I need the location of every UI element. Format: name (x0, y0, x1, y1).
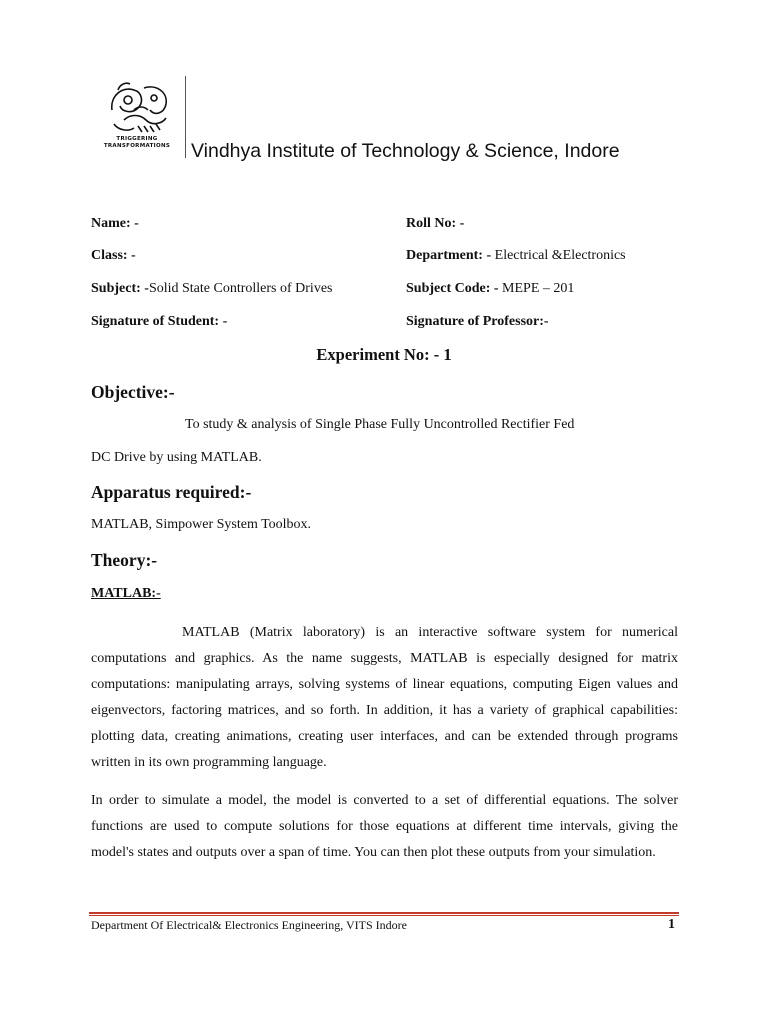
institute-logo (90, 76, 186, 158)
professor-signature-label: Signature of Professor:- (406, 314, 549, 329)
department-field (406, 248, 626, 264)
simulation-paragraph: In order to simulate a model, the model is converted to a set of differential equations. The solver functions are used to compute solutions for those equations at different time intervals, giving the model's states and outputs over a span of time. You can then plot these outputs from your simulation. (91, 793, 678, 860)
footer-rule-thin (89, 915, 679, 916)
student-signature-field (91, 314, 227, 330)
class-label: Class: - (91, 248, 136, 263)
matlab-paragraph: MATLAB (Matrix laboratory) is an interactive software system for numerical computations and graphics. As the name suggests, MATLAB is especially designed for matrix computations: manipulating arrays, solving systems of linear equations, computing Eigen values and eigenvectors, factoring matrices, and so forth. In addition, it has a variety of graphical capabilities: plotting data, creating animations, creating user interfaces, and can be extended through programs written in its own programming language. (91, 625, 678, 770)
theory-heading: Theory:- (91, 550, 158, 570)
student-signature-label: Signature of Student: - (91, 314, 228, 329)
department-value: Electrical &Electronics (491, 248, 626, 263)
matlab-subheading: MATLAB:- (91, 586, 161, 601)
class-field (91, 248, 136, 264)
logo-tagline-bottom: TRANSFORMATIONS (103, 143, 171, 149)
department-label: Department: - (406, 248, 492, 263)
subject-label: Subject: - (91, 281, 149, 296)
experiment-number: Experiment No: - 1 (316, 345, 452, 364)
name-label: Name: - (91, 216, 139, 231)
footer-rule (89, 912, 679, 914)
roll-label: Roll No: - (406, 216, 465, 231)
objective-line-2: DC Drive by using MATLAB. (91, 450, 262, 465)
subject-code-value: MEPE – 201 (498, 281, 575, 296)
logo-emblem-icon (104, 80, 174, 136)
institute-title: Vindhya Institute of Technology & Science, Indore (191, 140, 620, 162)
subject-code-label: Subject Code: - (406, 281, 499, 296)
objective-line-1: To study & analysis of Single Phase Fully Uncontrolled Rectifier Fed (185, 417, 575, 432)
subject-field (91, 281, 332, 297)
name-field (91, 216, 139, 232)
apparatus-text: MATLAB, Simpower System Toolbox. (91, 517, 312, 532)
logo-tagline-top: TRIGGERING (116, 136, 158, 142)
apparatus-heading: Apparatus required:- (91, 482, 252, 502)
objective-heading: Objective:- (91, 382, 175, 402)
roll-field (406, 216, 464, 232)
subject-value: Solid State Controllers of Drives (148, 281, 333, 296)
professor-signature-field (406, 314, 549, 330)
footer-department: Department Of Electrical& Electronics Engineering, VITS Indore (91, 918, 407, 932)
subject-code-field (406, 281, 574, 297)
page-number: 1 (668, 917, 675, 932)
